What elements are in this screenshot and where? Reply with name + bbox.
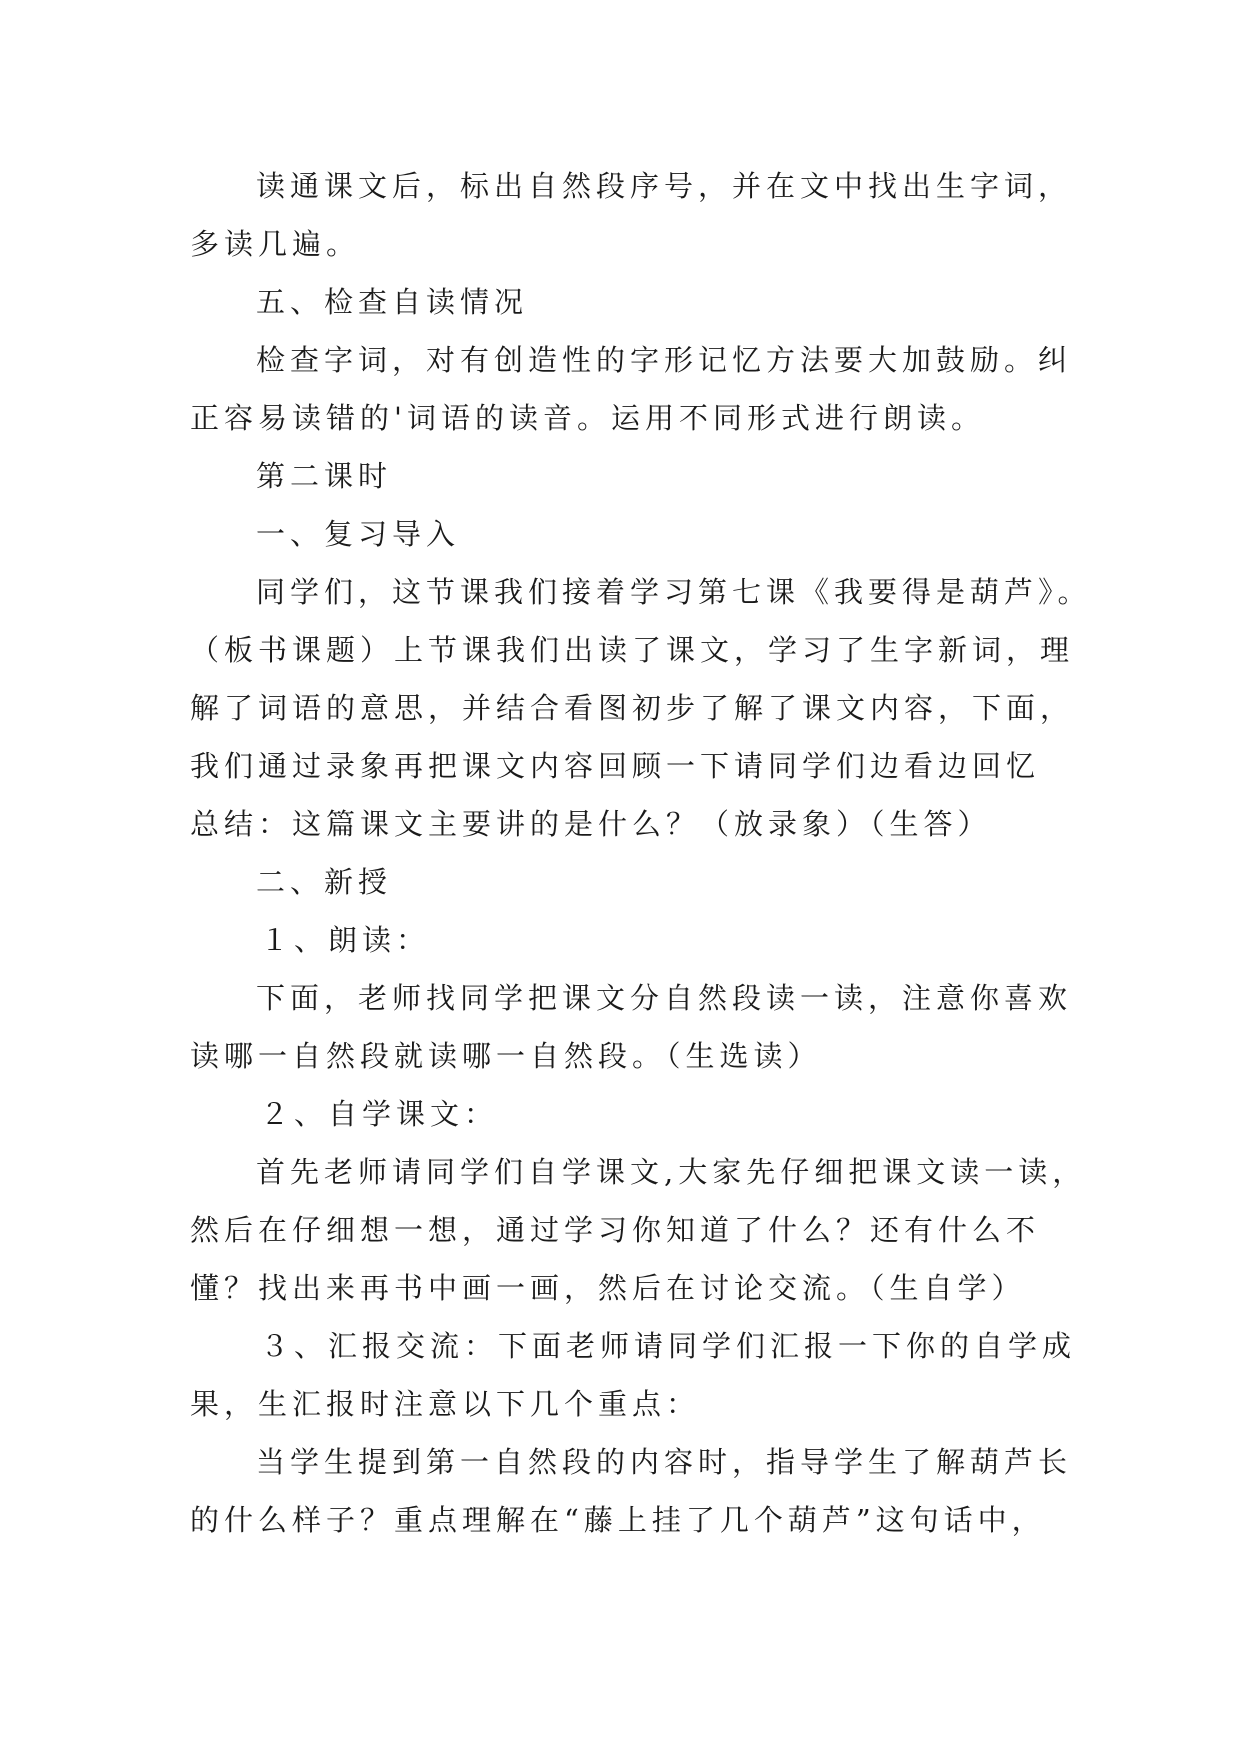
paragraph-line: 正容易读错的'词语的读音。运用不同形式进行朗读。 (190, 401, 985, 435)
paragraph-line: 检查字词，对有创造性的字形记忆方法要大加鼓励。纠 (256, 343, 1073, 377)
paragraph-line: 读通课文后，标出自然段序号，并在文中找出生字词， (256, 169, 1073, 203)
section-heading: 一、复习导入 (256, 517, 461, 551)
lesson-heading: 第二课时 (256, 459, 393, 493)
paragraph-line: 果，生汇报时注意以下几个重点： (190, 1387, 701, 1421)
paragraph-line: 多读几遍。 (190, 227, 361, 261)
paragraph-line: 解了词语的意思，并结合看图初步了解了课文内容，下面， (190, 691, 1075, 725)
paragraph-line: 我们通过录象再把课文内容回顾一下请同学们边看边回忆 (190, 749, 1041, 783)
paragraph-line: 懂？找出来再书中画一画，然后在讨论交流。（生自学） (190, 1271, 1026, 1305)
document-body (190, 157, 1090, 1549)
paragraph-line: （板书课题）上节课我们出读了课文，学习了生字新词，理 (190, 633, 1075, 667)
paragraph-line: 当学生提到第一自然段的内容时，指导学生了解葫芦长 (256, 1445, 1073, 1479)
paragraph-line: 总结：这篇课文主要讲的是什么？（放录象）（生答） (190, 807, 992, 841)
subsection-heading: ３、汇报交流：下面老师请同学们汇报一下你的自学成 (260, 1329, 1077, 1363)
paragraph-line: 然后在仔细想一想，通过学习你知道了什么？还有什么不 (190, 1213, 1041, 1247)
section-heading: 二、新授 (256, 865, 393, 899)
subsection-heading: ２、自学课文： (260, 1097, 499, 1131)
subsection-heading: １、朗读： (260, 923, 431, 957)
paragraph-line: 的什么样子？重点理解在“藤上挂了几个葫芦”这句话中， (190, 1503, 1046, 1537)
paragraph-line: 下面，老师找同学把课文分自然段读一读，注意你喜欢 (256, 981, 1073, 1015)
paragraph-line: 读哪一自然段就读哪一自然段。（生选读） (190, 1039, 822, 1073)
paragraph-line: 首先老师请同学们自学课文,大家先仔细把课文读一读， (256, 1155, 1087, 1189)
section-heading: 五、检查自读情况 (256, 285, 529, 319)
paragraph-line: 同学们，这节课我们接着学习第七课《我要得是葫芦》。 (256, 575, 1092, 609)
